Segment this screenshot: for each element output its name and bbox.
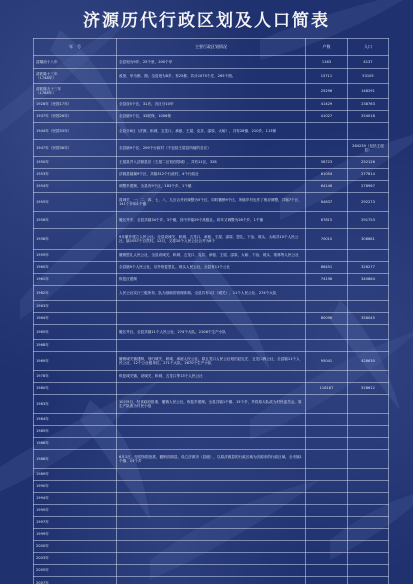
table-row [34, 352, 389, 371]
table-row [34, 99, 389, 111]
row-year-cell: 1985年 [34, 426, 117, 438]
row-population-cell [348, 505, 389, 517]
row-year-cell: 1928年（民国17年） [34, 99, 117, 111]
row-division-cell: 撤销思礼人民公社，全县设城关、轵城、五龙口、克井、承留、王屋、邵原、大峪、下冶、坡头、梨林等人民公社 [117, 250, 306, 262]
row-households-cell [306, 301, 348, 313]
row-population-cell [348, 371, 389, 383]
col-header-population: 人口 [348, 39, 389, 56]
row-division-cell: 全县辖5个区，32联保，1006保 [117, 111, 306, 123]
table-row [34, 313, 389, 325]
row-population-cell: 238763 [348, 99, 389, 111]
row-division-cell [117, 469, 306, 481]
row-households-cell [306, 286, 348, 301]
row-division-cell: 9月撤乡建立人民公社。全县设城关、轵城、五龙口、承留、王屋、邵原、思礼、下冶、坡头、大峪共10个人民公社，辖1057个自然村。12月，又将10个人民公社合并为8个 [117, 229, 306, 250]
table-row [34, 250, 389, 262]
table-row [34, 111, 389, 123]
row-households-cell [306, 481, 348, 493]
row-households-cell [306, 493, 348, 505]
row-year-cell: 1950年 [34, 157, 117, 169]
row-year-cell: 1990年 [34, 481, 117, 493]
row-households-cell [306, 577, 348, 584]
table-row [34, 325, 389, 340]
page-title: 济源历代行政区划及人口简表 [83, 11, 330, 31]
row-households-cell [306, 371, 348, 383]
row-households-cell: 64146 [306, 181, 348, 193]
table-row [34, 274, 389, 286]
row-year-cell: 1961年 [34, 274, 117, 286]
row-division-cell: 全县划为9乡、25个里、200个甲 [117, 56, 306, 69]
row-population-cell [348, 325, 389, 340]
row-year-cell: 2005年 [34, 565, 117, 577]
row-population-cell: 148291 [348, 84, 389, 99]
row-division-cell: 全县分8区（济源、轵城、五龙口、承留、王屋、克井、邵原、大峪），共有28镇、210乡，113保 [117, 123, 306, 140]
table-row [34, 286, 389, 301]
row-division-cell: 全县辖9个区、209个行政村（不包括王屋县所辖的各区） [117, 140, 306, 157]
table-row [34, 157, 389, 169]
row-population-cell: 252126 [348, 157, 389, 169]
row-households-cell: 41429 [306, 99, 348, 111]
row-households-cell: 15711 [306, 69, 348, 84]
row-population-cell [348, 481, 389, 493]
row-population-cell [348, 286, 389, 301]
table-row [34, 577, 389, 584]
row-year-cell: 1989年 [34, 469, 117, 481]
table-row [34, 262, 389, 274]
row-households-cell [306, 395, 348, 414]
row-division-cell [117, 541, 306, 553]
row-population-cell: 284239（包括王屋县） [348, 140, 389, 157]
row-year-cell: 1968年 [34, 340, 117, 352]
row-year-cell: 1959年 [34, 250, 117, 262]
row-year-cell: 1986年 [34, 438, 117, 450]
row-year-cell: 2000年 [34, 541, 117, 553]
row-division-cell: 撤销城关镇建制，划归城关、轵城、承留人民公社。原五龙口人民公社划归赵礼庄、五龙口两公社，全县辖11个人民公社、12个公社级单位，271个大队，2670个生产小队 [117, 352, 306, 371]
row-households-cell: 58723 [306, 157, 348, 169]
table-row [34, 553, 389, 565]
row-year-cell: 1964年 [34, 313, 117, 325]
row-households-cell: 41027 [306, 111, 348, 123]
table-row [34, 414, 389, 426]
row-year-cell: 1984年 [34, 414, 117, 426]
row-division-cell [117, 577, 306, 584]
table-row [34, 212, 389, 229]
population-table [33, 38, 389, 584]
row-year-cell: 1962年 [34, 286, 117, 301]
table-row [34, 56, 389, 69]
row-division-cell: 人民公社实行三级所有、队为基础的管理体制。全县共有1区（城关），11个人民公社、274个大队 [117, 286, 306, 301]
row-year-cell: 1978年 [34, 371, 117, 383]
row-division-cell [117, 481, 306, 493]
row-year-cell: 1997年 [34, 517, 117, 529]
row-division-cell: 全县设5个区，31坊，各区分10甲 [117, 99, 306, 111]
row-division-cell: 全县辖9个人民公社，另外恢复思礼、坡头人民公社，全县有11个公社 [117, 262, 306, 274]
row-division-cell: 6月1日，经国务院批准，撤销济源县，设立济源市（县级），以原济源县的行政区域为济源市的行政区域，全市辖1个镇、15个乡 [117, 450, 306, 469]
row-households-cell: 70010 [306, 229, 348, 250]
row-division-cell [117, 553, 306, 565]
row-households-cell [306, 517, 348, 529]
row-year-cell: 1944年（民国33年） [34, 123, 117, 140]
row-households-cell [306, 505, 348, 517]
row-households-cell: 64837 [306, 193, 348, 212]
row-year-cell: 清乾隆五十三年 （1788年） [34, 84, 117, 99]
row-division-cell: 调整乡建制，全县有9个区，183个乡，1个镇 [117, 181, 306, 193]
row-population-cell: 254018 [348, 111, 389, 123]
table-row [34, 529, 389, 541]
table-row [34, 383, 389, 395]
row-population-cell [348, 450, 389, 469]
row-population-cell: 308681 [348, 229, 389, 250]
row-households-cell [306, 325, 348, 340]
row-year-cell: 2007年 [34, 577, 117, 584]
row-year-cell: 1980年 [34, 383, 117, 395]
row-population-cell: 326277 [348, 262, 389, 274]
row-population-cell [348, 469, 389, 481]
row-division-cell [117, 565, 306, 577]
row-year-cell: 1955年 [34, 193, 117, 212]
row-households-cell: 116187 [306, 383, 348, 395]
table-row [34, 140, 389, 157]
row-population-cell [348, 414, 389, 426]
row-population-cell: 340864 [348, 274, 389, 286]
row-population-cell [348, 565, 389, 577]
row-population-cell [348, 301, 389, 313]
row-division-cell [117, 505, 306, 517]
row-division-cell: 10月9日，经省政府批准，撤销人民公社，恢复乡建制。全县共辖1个镇、15个乡，并将原大队改为村民委员会，原生产队改为村民小组 [117, 395, 306, 414]
row-population-cell: 358045 [348, 313, 389, 325]
row-households-cell [306, 426, 348, 438]
row-population-cell [348, 426, 389, 438]
row-division-cell [117, 313, 306, 325]
row-households-cell [306, 438, 348, 450]
row-households-cell: 80098 [306, 313, 348, 325]
col-header-division: 主要行政区划情况 [117, 39, 306, 56]
table-row [34, 450, 389, 469]
table-row [34, 123, 389, 140]
row-households-cell: 68451 [306, 262, 348, 274]
row-households-cell [306, 414, 348, 426]
row-year-cell: 1988年 [34, 450, 117, 469]
table-row [34, 169, 389, 181]
table-row [34, 438, 389, 450]
table-row [34, 481, 389, 493]
row-year-cell: 清乾隆十三年 （1748年） [34, 69, 117, 84]
row-year-cell: 1983年 [34, 395, 117, 414]
row-households-cell [306, 529, 348, 541]
table-row [34, 505, 389, 517]
row-population-cell: 277814 [348, 169, 389, 181]
table-row [34, 395, 389, 414]
col-header-year: 年 号 [34, 39, 117, 56]
table-row [34, 565, 389, 577]
table-row [34, 541, 389, 553]
row-population-cell: 428630 [348, 352, 389, 371]
row-year-cell: 1947年（民国36年） [34, 140, 117, 157]
row-division-cell [117, 426, 306, 438]
row-division-cell [117, 529, 306, 541]
table-row [34, 84, 389, 99]
row-division-cell: 将城关、一、二、四、七、八、九区合并后调整为5个区，同时撤销9个区，所辖乡村也作了相应调整，共辖7个区、141个乡和1个镇 [117, 193, 306, 212]
row-population-cell: 291753 [348, 212, 389, 229]
row-population-cell: 53105 [348, 69, 389, 84]
row-population-cell: 528612 [348, 383, 389, 395]
row-year-cell: 1960年 [34, 262, 117, 274]
row-division-cell: 恢复城关镇，设城关、轵城、五龙口等13个人民公社 [117, 371, 306, 383]
row-division-cell [117, 383, 306, 395]
row-division-cell: 撤区并社，全县共辖11个人民公社、274个大队，2108个生产小队 [117, 325, 306, 340]
row-division-cell: 改里、甲为都、图。全县划为8乡，有25都，共计1075个庄，265个图。 [117, 69, 306, 84]
row-year-cell: 1969年 [34, 352, 117, 371]
row-division-cell: 恢复区建制 [117, 274, 306, 286]
row-households-cell [306, 450, 348, 469]
row-population-cell [348, 123, 389, 140]
row-population-cell [348, 541, 389, 553]
row-division-cell [117, 517, 306, 529]
row-population-cell [348, 250, 389, 262]
row-year-cell: 1954年 [34, 181, 117, 193]
row-year-cell: 1937年（民国26年） [34, 111, 117, 123]
table-row [34, 493, 389, 505]
row-households-cell: 67815 [306, 212, 348, 229]
row-year-cell: 1953年 [34, 169, 117, 181]
table-row [34, 193, 389, 212]
row-households-cell [306, 340, 348, 352]
row-households-cell [306, 469, 348, 481]
row-households-cell [306, 553, 348, 565]
row-division-cell: 济源县辖属9个区，共辖312个行政村，4个行政社 [117, 169, 306, 181]
table-row [34, 426, 389, 438]
row-households-cell [306, 140, 348, 157]
table-row [34, 69, 389, 84]
row-households-cell [306, 565, 348, 577]
table-body [34, 56, 389, 584]
row-population-cell [348, 438, 389, 450]
row-year-cell: 清顺治十八年 [34, 56, 117, 69]
row-year-cell: 2003年 [34, 553, 117, 565]
row-population-cell: 4137 [348, 56, 389, 69]
row-division-cell [117, 340, 306, 352]
table-row [34, 340, 389, 352]
row-year-cell: 1956年 [34, 212, 117, 229]
row-population-cell: 278967 [348, 181, 389, 193]
row-households-cell [306, 541, 348, 553]
row-households-cell: 25296 [306, 84, 348, 99]
row-division-cell [117, 301, 306, 313]
row-population-cell [348, 529, 389, 541]
table-row [34, 301, 389, 313]
row-households-cell: 1163 [306, 56, 348, 69]
row-population-cell [348, 577, 389, 584]
row-population-cell [348, 517, 389, 529]
row-households-cell [306, 123, 348, 140]
row-year-cell: 1999年 [34, 529, 117, 541]
table-header-row [34, 39, 389, 56]
row-division-cell: 撤区并乡，全县共辖34个乡、3个镇，其中乡辖29个高级社。同年又调整为28个乡，1个镇 [117, 212, 306, 229]
row-population-cell [348, 340, 389, 352]
table-row [34, 229, 389, 250]
row-year-cell: 1963年 [34, 301, 117, 313]
table-row [34, 181, 389, 193]
table-row [34, 469, 389, 481]
row-division-cell [117, 84, 306, 99]
table-row [34, 371, 389, 383]
row-division-cell [117, 414, 306, 426]
row-year-cell: 1994年 [34, 493, 117, 505]
table-row [34, 517, 389, 529]
row-population-cell [348, 493, 389, 505]
row-year-cell: 1965年 [34, 325, 117, 340]
row-population-cell: 292273 [348, 193, 389, 212]
row-households-cell: 95041 [306, 352, 348, 371]
row-households-cell [306, 250, 348, 262]
col-header-households: 户数 [306, 39, 348, 56]
row-year-cell: 1995年 [34, 505, 117, 517]
row-households-cell: 74198 [306, 274, 348, 286]
row-population-cell [348, 395, 389, 414]
row-population-cell [348, 553, 389, 565]
row-division-cell: 王屋县并入济源县后（王屋二区划归阳城），共有11区，328 [117, 157, 306, 169]
row-division-cell [117, 493, 306, 505]
row-year-cell: 1958年 [34, 229, 117, 250]
row-households-cell: 61054 [306, 169, 348, 181]
row-division-cell [117, 438, 306, 450]
